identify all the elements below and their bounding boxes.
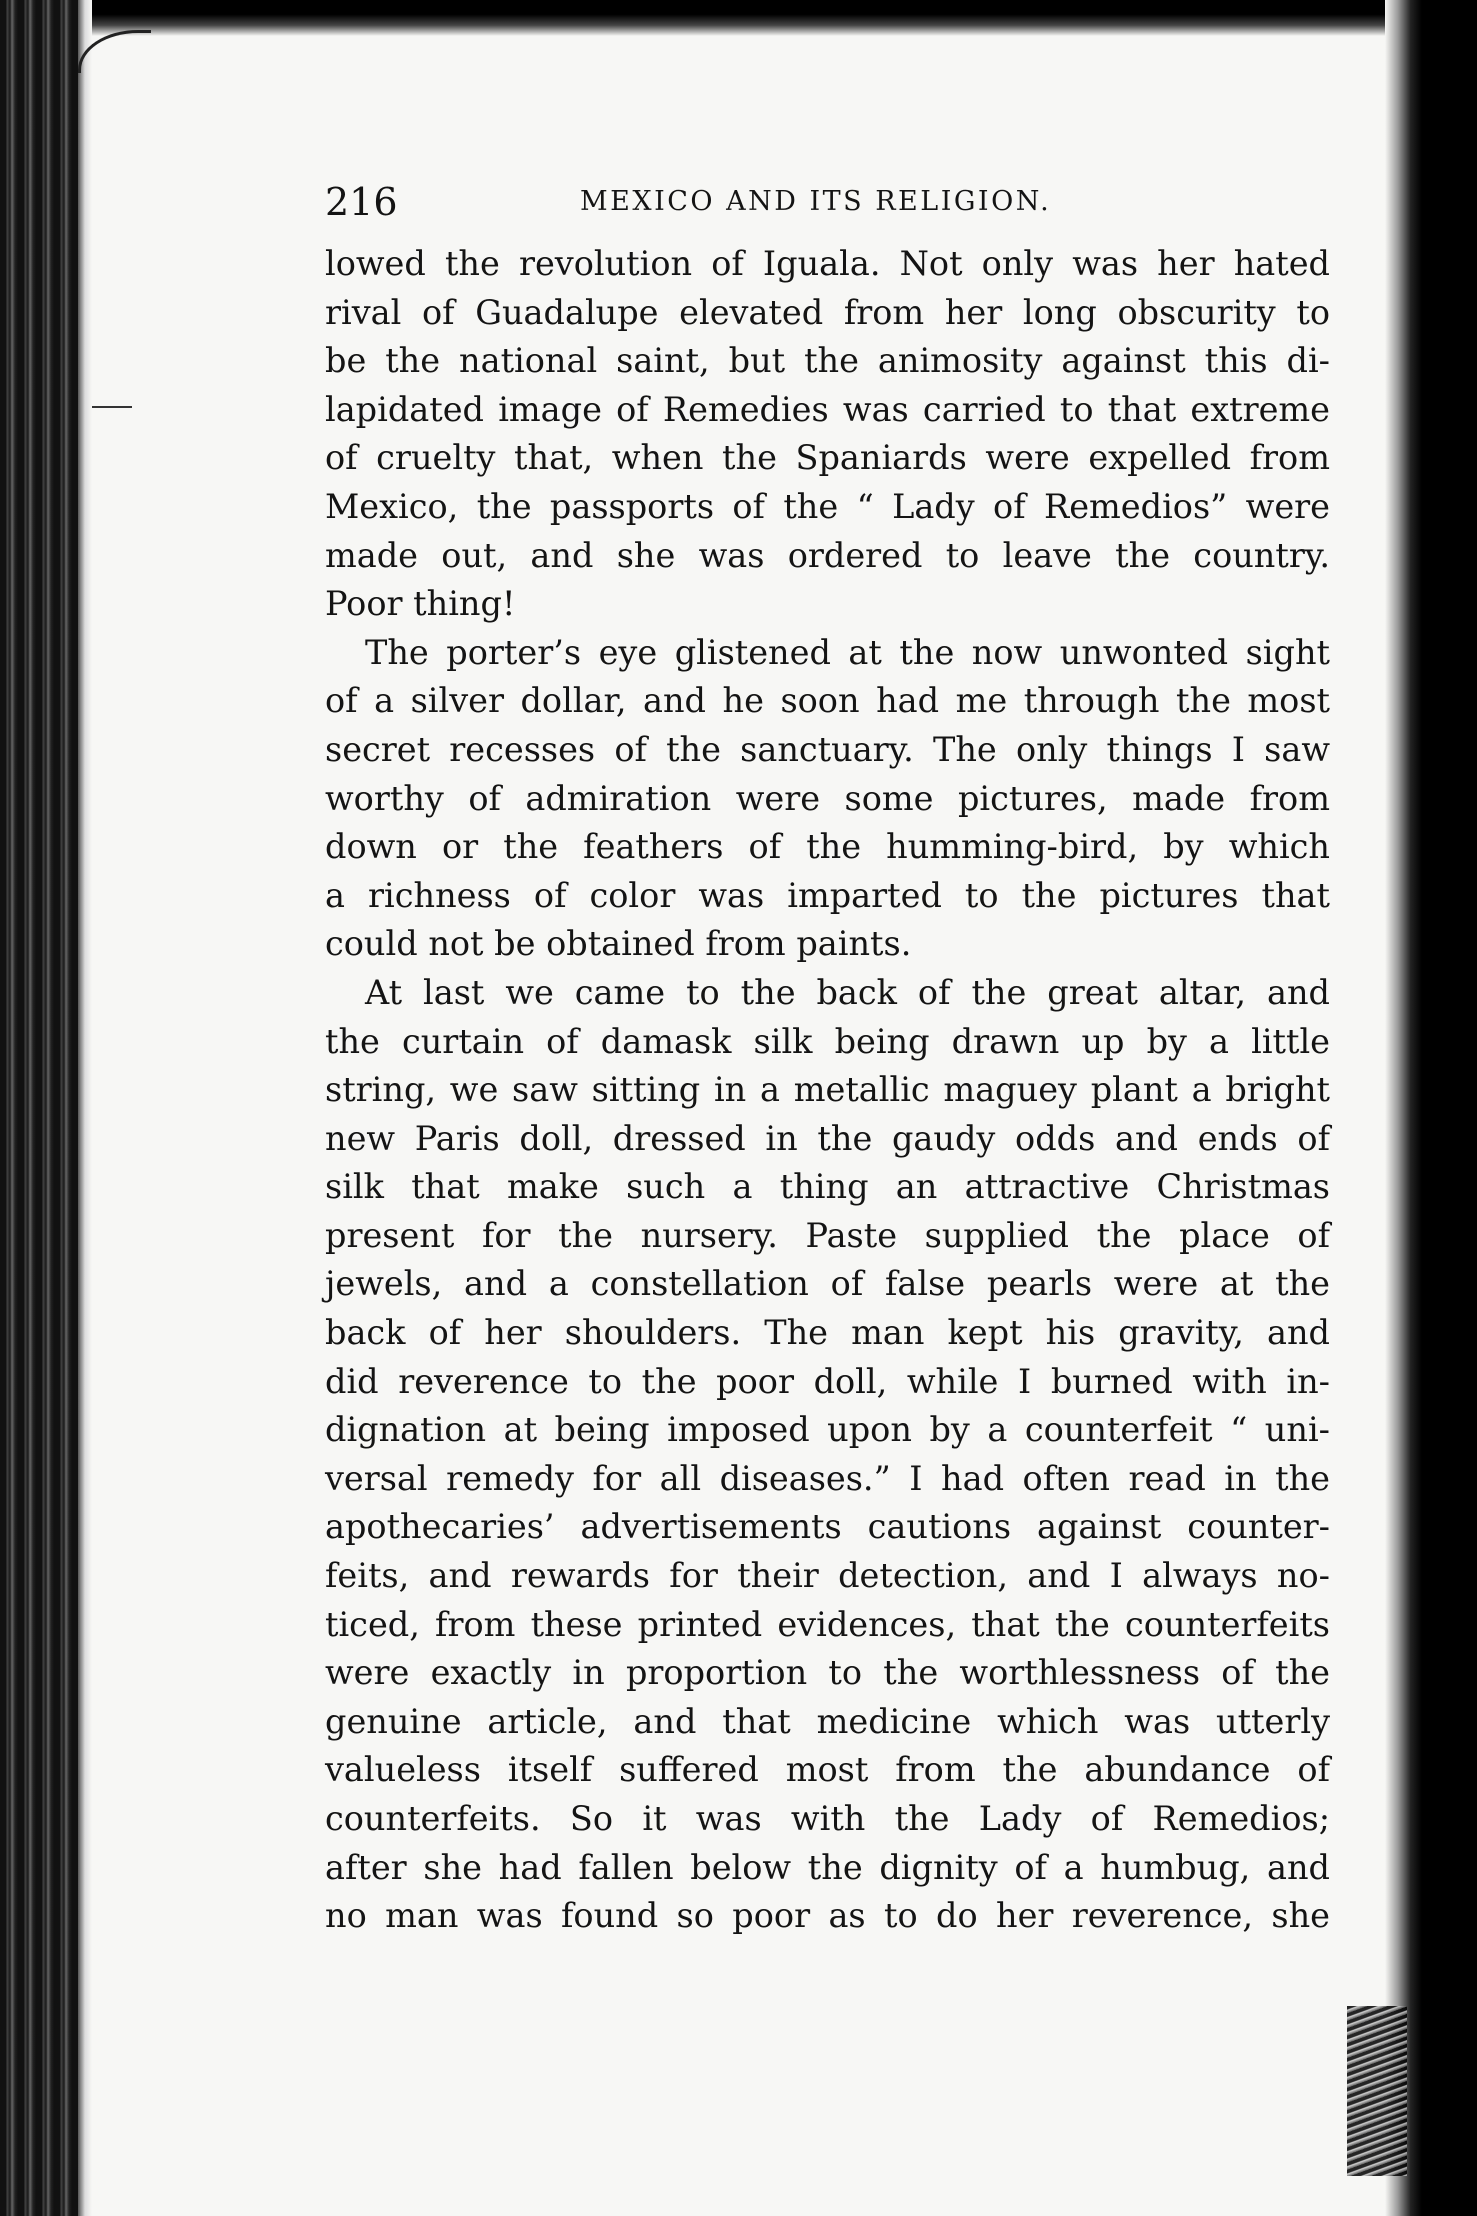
text-line: present for the nursery. Paste supplied the place of <box>325 1215 1330 1255</box>
text-line: of cruelty that, when the Spaniards were expelled from <box>325 438 1330 478</box>
text-line: ticed, from these printed evidences, that the counterfeits <box>325 1604 1330 1644</box>
text-line: made out, and she was ordered to leave the country. <box>325 535 1330 575</box>
text-line: after she had fallen below the dignity of a humbug, and <box>325 1847 1330 1887</box>
text-line: At last we came to the back of the great altar, and <box>365 972 1330 1012</box>
text-line: rival of Guadalupe elevated from her long obscurity to <box>325 292 1330 332</box>
text-line: genuine article, and that medicine which was utterly <box>325 1701 1330 1741</box>
text-line: lapidated image of Remedies was carried to that extreme <box>325 389 1330 429</box>
text-line: silk that make such a thing an attractive Christmas <box>325 1167 1330 1207</box>
scan-left-edge <box>0 0 78 2216</box>
text-line: lowed the revolution of Iguala. Not only was her hated <box>325 244 1330 283</box>
text-line: down or the feathers of the humming-bird, by which <box>325 827 1330 867</box>
text-line: were exactly in proportion to the worthlessness of the <box>325 1653 1330 1693</box>
margin-mark <box>92 406 132 408</box>
text-line: did reverence to the poor doll, while I burned with in- <box>325 1361 1330 1401</box>
page-content <box>325 180 1330 1941</box>
text-line: new Paris doll, dressed in the gaudy odds and ends of <box>325 1118 1330 1158</box>
text-line: feits, and rewards for their detection, and I always no- <box>325 1556 1330 1596</box>
text-line: the curtain of damask silk being drawn up by a little <box>325 1021 1330 1061</box>
text-line: be the national saint, but the animosity against this di- <box>325 341 1330 381</box>
running-head <box>325 180 1330 236</box>
scan-left-edge-fade <box>78 0 92 2216</box>
text-line: Poor thing! <box>325 584 516 624</box>
text-line: counterfeits. So it was with the Lady of Remedios; <box>325 1799 1330 1838</box>
spine-texture <box>1347 2006 1407 2176</box>
text-line: secret recesses of the sanctuary. The only things I saw <box>325 729 1330 769</box>
book-spine <box>1385 0 1477 2216</box>
text-line: Mexico, the passports of the “ Lady of Remedios” were <box>325 486 1330 526</box>
text-line: a richness of color was imparted to the pictures that <box>325 875 1330 915</box>
text-line: valueless itself suffered most from the abundance of <box>325 1750 1330 1790</box>
text-line: of a silver dollar, and he soon had me through the most <box>325 681 1330 721</box>
text-line: apothecaries’ advertisements cautions against counter- <box>325 1507 1330 1547</box>
text-line: no man was found so poor as to do her reverence, she <box>325 1896 1330 1936</box>
page-number: 216 <box>325 180 398 224</box>
text-line: The porter’s eye glistened at the now unwonted sight <box>365 632 1330 672</box>
text-line: worthy of admiration were some pictures, made from <box>325 778 1330 818</box>
text-line: back of her shoulders. The man kept his gravity, and <box>325 1313 1330 1353</box>
scan-top-edge <box>0 0 1477 36</box>
running-head-title: MEXICO AND ITS RELIGION. <box>580 186 1052 217</box>
text-line: jewels, and a constellation of false pearls were at the <box>325 1264 1330 1304</box>
text-line: dignation at being imposed upon by a counterfeit “ uni- <box>325 1410 1330 1450</box>
text-line: string, we saw sitting in a metallic maguey plant a bright <box>325 1070 1330 1110</box>
text-line: versal remedy for all diseases.” I had often read in the <box>325 1458 1330 1498</box>
body-text <box>325 240 1330 1941</box>
text-line: could not be obtained from paints. <box>325 924 912 964</box>
